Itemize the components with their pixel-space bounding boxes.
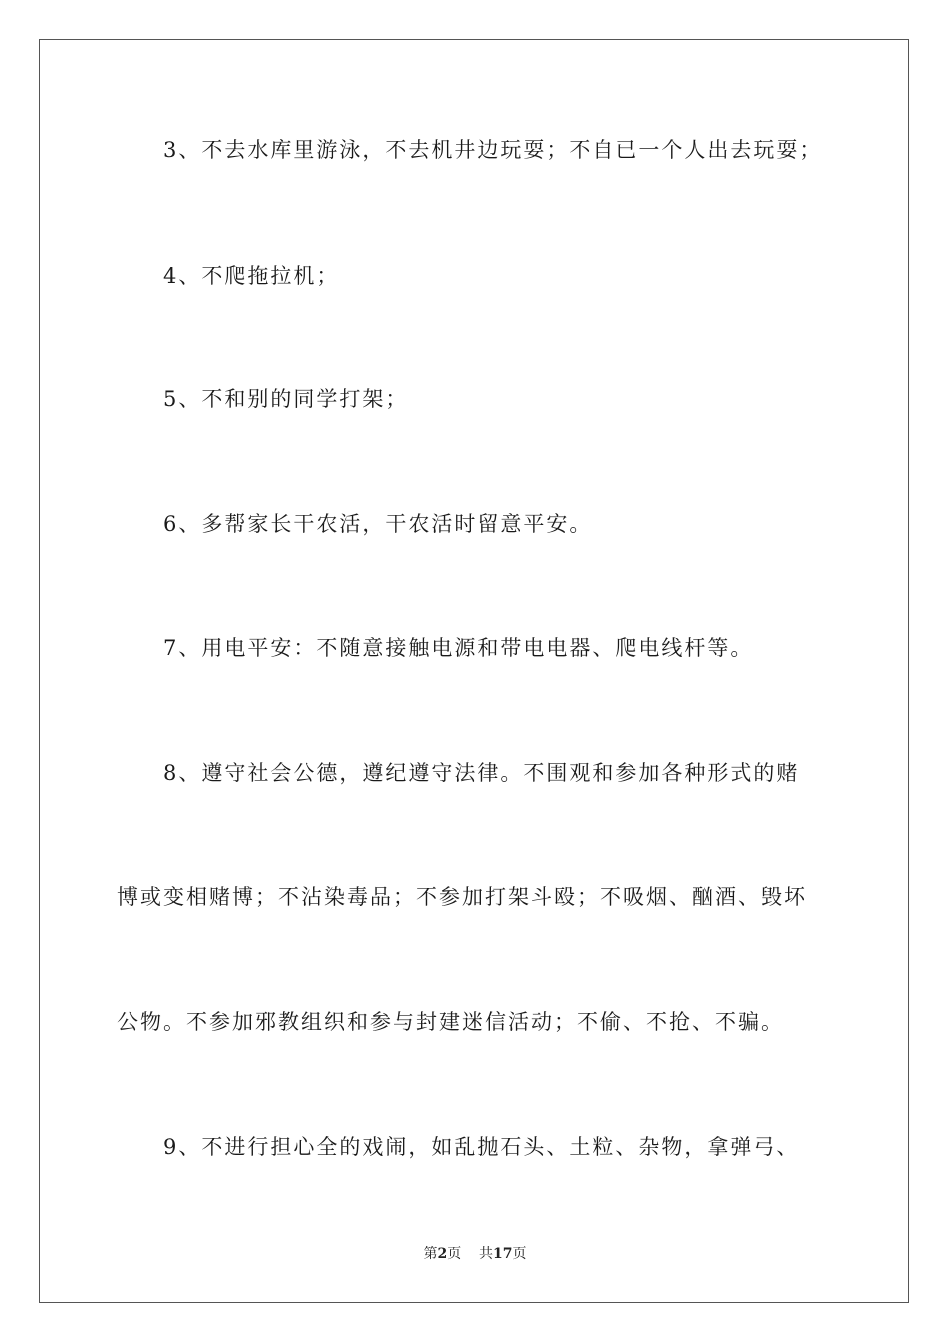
- footer-total-prefix: 共: [479, 1246, 494, 1262]
- page-footer: [0, 1245, 950, 1263]
- footer-page-prefix: 第: [423, 1246, 438, 1262]
- list-item-4: 4、不爬拖拉机；: [163, 264, 340, 288]
- list-item-8-continuation-1: 博或变相赌博；不沾染毒品；不参加打架斗殴；不吸烟、酗酒、毁坏: [117, 885, 807, 909]
- footer-page-suffix: 页: [447, 1246, 462, 1262]
- footer-total-pages: 17: [493, 1246, 513, 1262]
- list-item-9: 9、不进行担心全的戏闹，如乱抛石头、土粒、杂物，拿弹弓、: [163, 1135, 800, 1159]
- list-item-8-continuation-2: 公物。不参加邪教组织和参与封建迷信活动；不偷、不抢、不骗。: [117, 1010, 784, 1034]
- list-item-7: 7、用电平安：不随意接触电源和带电电器、爬电线杆等。: [163, 636, 754, 660]
- list-item-6: 6、多帮家长干农活，干农活时留意平安。: [163, 512, 593, 536]
- page-border: [39, 39, 909, 1303]
- footer-total-suffix: 页: [512, 1246, 527, 1262]
- footer-page-number: 2: [437, 1246, 448, 1262]
- list-item-5: 5、不和别的同学打架；: [163, 387, 409, 411]
- list-item-3: 3、不去水库里游泳，不去机井边玩耍；不自已一个人出去玩耍；: [163, 138, 823, 162]
- list-item-8: 8、遵守社会公德，遵纪遵守法律。不围观和参加各种形式的赌: [163, 761, 800, 785]
